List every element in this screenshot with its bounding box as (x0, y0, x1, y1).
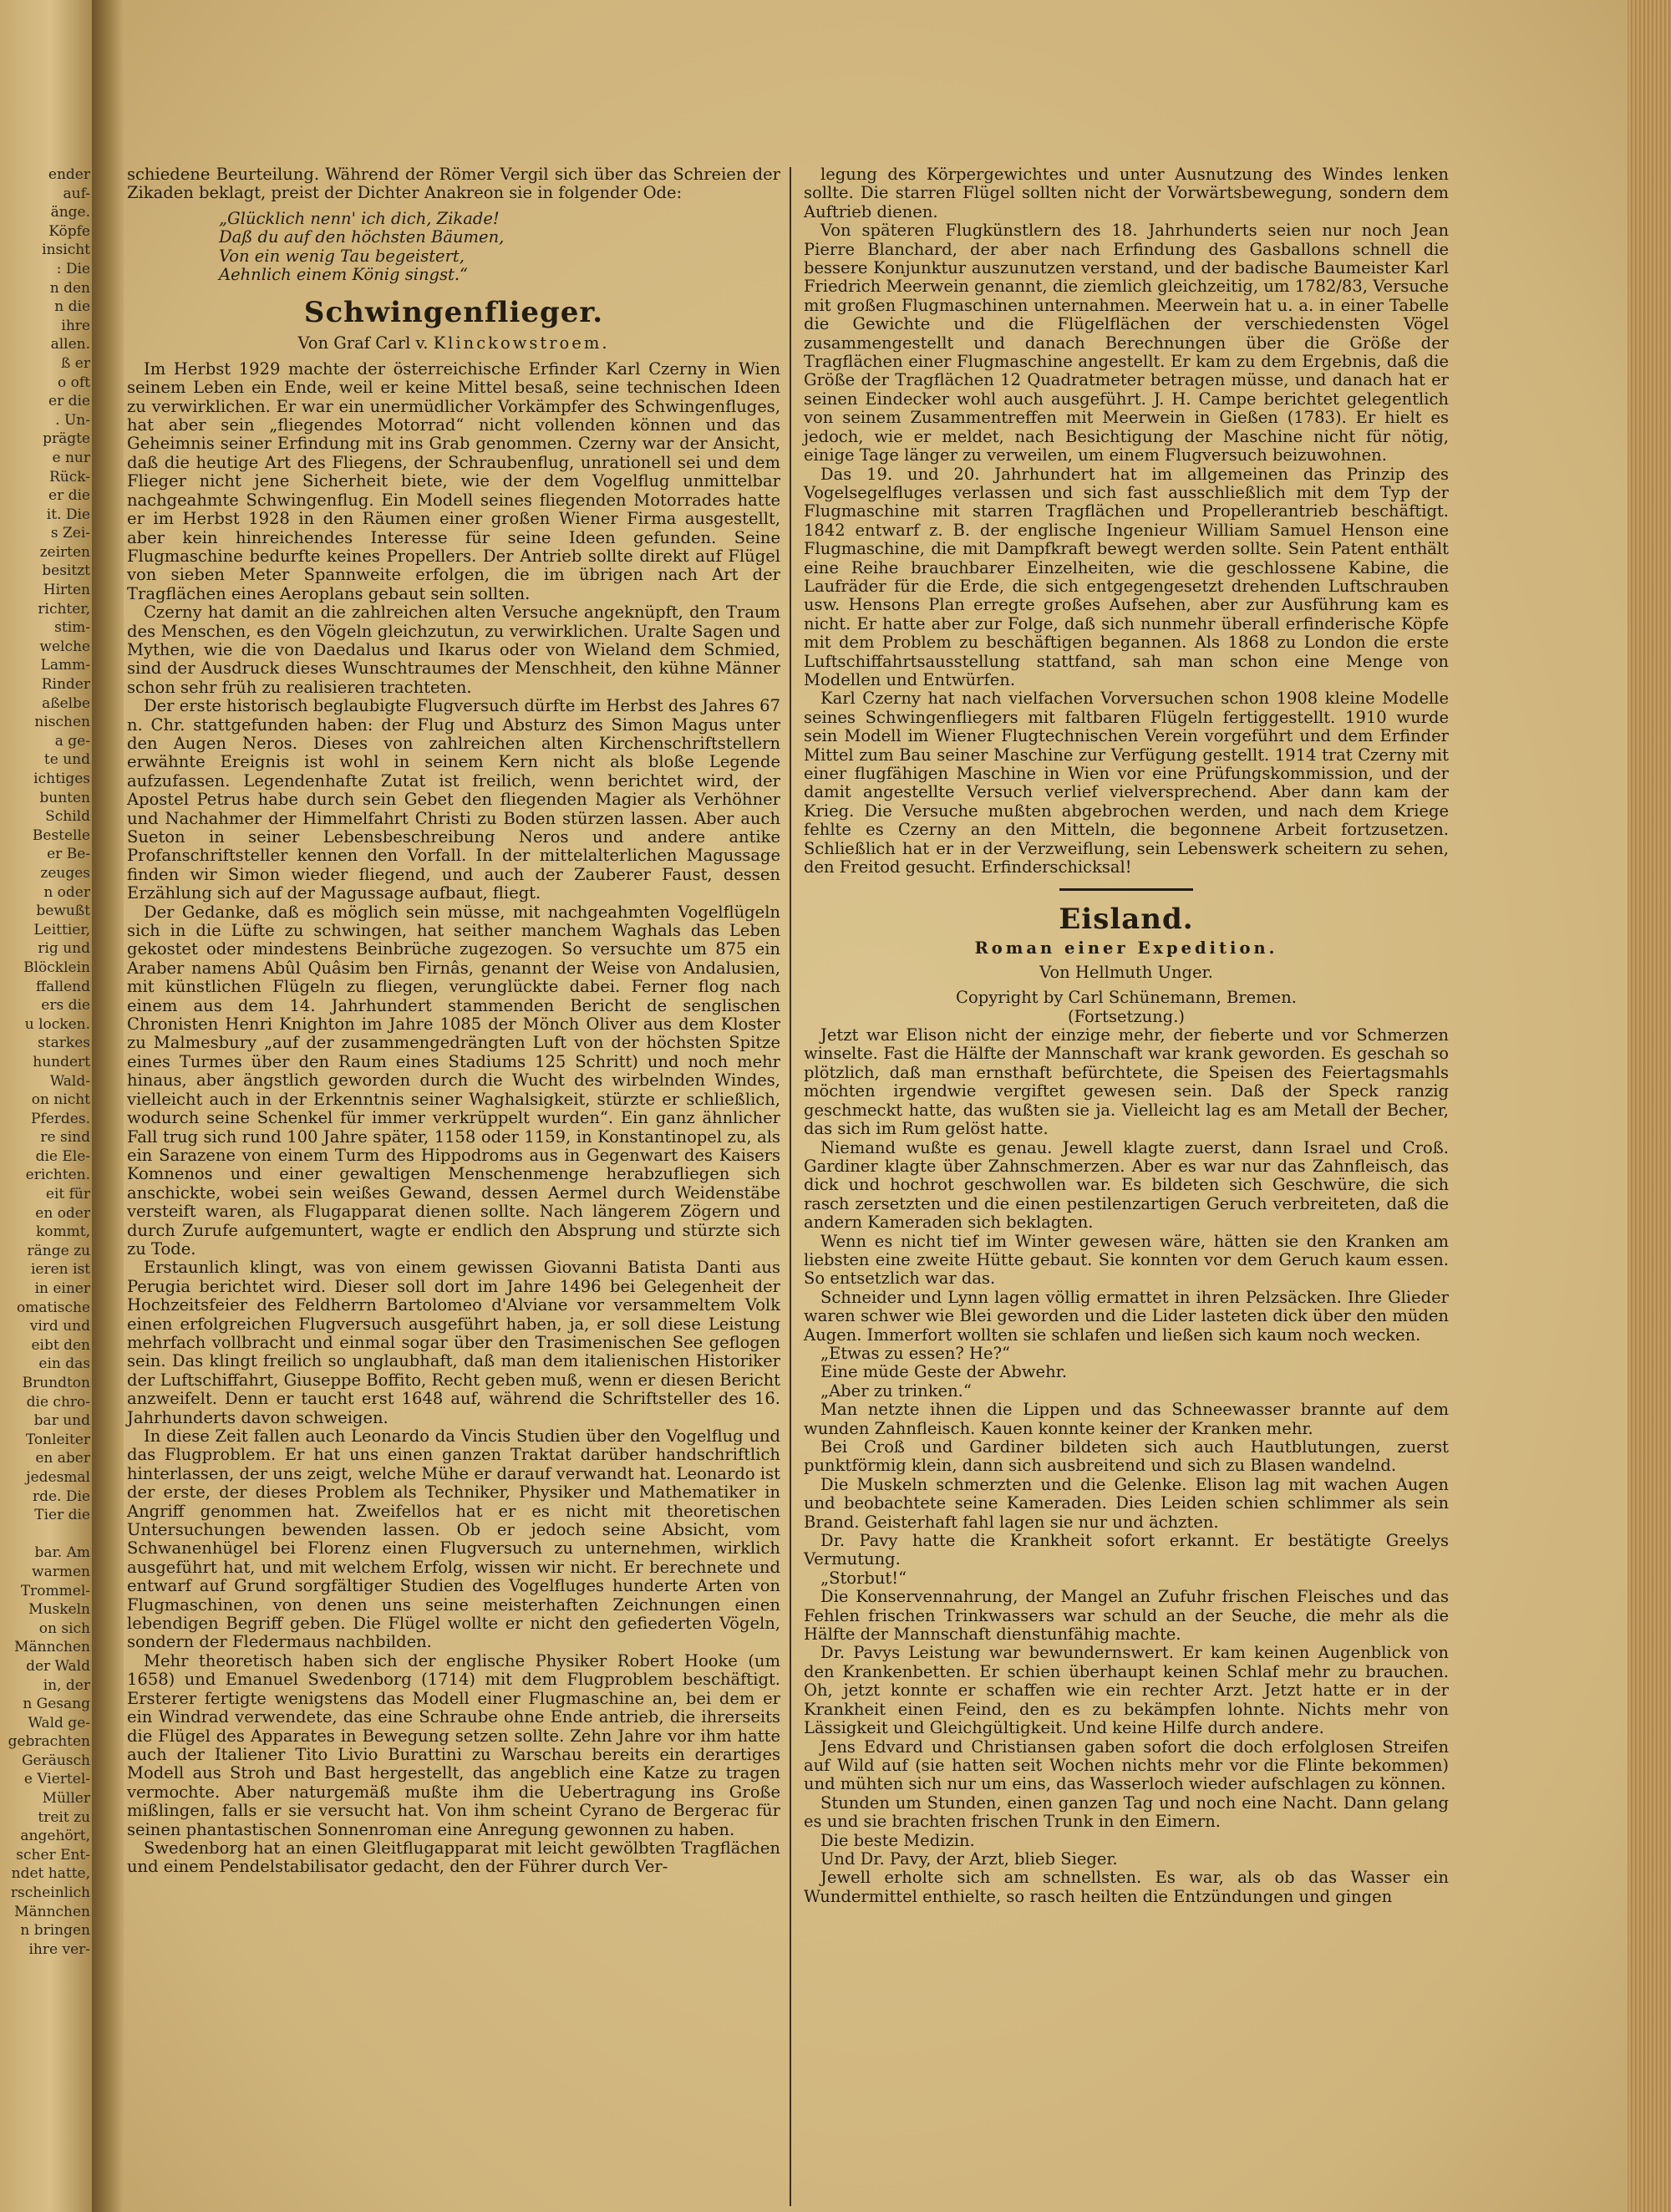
novel-paragraph: Schneider und Lynn lagen völlig ermattet in ihren Pelzsäcken. Ihre Glieder waren schwer wie Blei geworden und die Lider lasteten dick über den müden Augen. Immerfort wollten sie schlafen und ließen sich kaum noch wecken. (804, 1287, 1449, 1345)
article-continuation (804, 165, 1449, 877)
novel-paragraph: Jens Edvard und Christiansen gaben sofort die doch erfolglosen Streifen auf Wild auf (sie hatten seit Wochen nichts mehr vor die Flinte bekommen) und mühten sich nur um eins, das Wasserloch wieder aufschlagen zu können. (804, 1737, 1449, 1794)
left-page-edge (0, 0, 92, 2212)
novel-body (804, 1026, 1449, 1906)
intro-paragraph: schiedene Beurteilung. Während der Römer Vergil sich über das Schreien der Zikaden beklagt, preist der Dichter Anakreon sie in folgender Ode: (127, 165, 780, 203)
novel-paragraph: „Aber zu trinken.“ (820, 1381, 972, 1401)
novel-paragraph: Und Dr. Pavy, der Arzt, blieb Sieger. (820, 1848, 1118, 1869)
novel-paragraph: Die Muskeln schmerzten und die Gelenke. Elison lag mit wachen Augen und beobachtete seine Kameraden. Dies Leiden schien schlimmer als sein Brand. Geisterhaft fahl lagen sie nur und ächzten. (804, 1474, 1449, 1532)
novel-continuation-note: (Fortsetzung.) (1067, 1006, 1186, 1026)
column-divider (790, 167, 791, 2206)
article-paragraph: Das 19. und 20. Jahrhundert hat im allgemeinen das Prinzip des Vogelsegelfluges verlassen und sich fast ausschließlich mit dem Typ der Flugmaschine mit starren Tragflächen und Propellerantrieb beschäftigt. 1842 entwarf z. B. der englische Ingenieur William Samuel Henson eine Flugmaschine, die mit Dampfkraft bewegt werden sollte. Sein Patent enthält eine Reihe brauchbarer Einzelheiten, wie die geschlossene Kabine, die Laufräder für die Erde, die sich entgegengesetzt drehenden Luftschrauben usw. Hensons Plan erregte großes Aufsehen, aber zur Ausführung kam es nicht. Er hatte aber zur Folge, daß sich nunmehr überall erfinderische Köpfe mit dem Problem zu beschäftigen begannen. Als 1868 zu London die erste Luftschiffahrtsausstellung stattfand, sah man schon eine Menge von Modellen und Entwürfen. (804, 464, 1449, 689)
novel-paragraph: Man netzte ihnen die Lippen und das Schneewasser brannte auf dem wunden Zahnfleisch. Kauen konnte keiner der Kranken mehr. (804, 1400, 1449, 1438)
novel-byline: Von Hellmuth Unger. (1039, 962, 1213, 982)
novel-paragraph: Dr. Pavys Leistung war bewundernswert. Er kam keinen Augenblick von den Krankenbetten. Er schien überhaupt keinen Schlaf mehr zu brauchen. Oh, jetzt konnte er schaffen wie ein rechter Arzt. Jetzt hatte er in der Krankheit einen Feind, den es zu bekämpfen lohnte. Nichts mehr von Lässigkeit und Gleichgültigkeit. Und keine Hilfe durch andere. (804, 1643, 1449, 1738)
novel-headline: Eisland. (1059, 903, 1194, 937)
article-headline: Schwingenflieger. (303, 296, 604, 330)
article-paragraph: Swedenborg hat an einen Gleitflugapparat mit leicht gewölbten Tragflächen und einem Pendelstabilisator gedacht, den der Führer durch Ver- (127, 1838, 780, 1877)
left-column (127, 165, 780, 1877)
zikade-poem: „Glücklich nenn' ich dich, Zikade! Daß du auf den höchsten Bäumen, Von ein wenig Tau begeistert, Aehnlich einem König singst.“ (219, 208, 505, 285)
novel-paragraph: „Storbut!“ (820, 1568, 907, 1588)
page-stack-edge (1628, 0, 1671, 2212)
article-paragraph: Der Gedanke, daß es möglich sein müsse, mit nachgeahmten Vogelflügeln sich in die Lüfte zu schwingen, hat seither manchem Waghals das Leben gekostet oder mindestens Beinbrüche zugezogen. So versuchte um 875 ein Araber namens Abûl Quâsim ben Firnâs, genannt der Weise von Andalusien, mit künstlichen Flügeln zu fliegen, verunglückte dabei. Ferner flog nach einem aus dem 14. Jahrhundert stammenden Bericht de senglischen Chronisten Henri Knighton im Jahre 1085 der Mönch Oliver aus dem Kloster zu Malmesbury „auf der zusammengedrängten Luft von der höchsten Spitze eines Turmes über den Raum eines Stadiums 125 Schritt) und noch mehr hinaus, aber ängstlich geworden durch die Wucht des wirbelnden Windes, vielleicht auch in der Erkenntnis seiner Waghalsigkeit, stürzte er schließlich, wodurch seine Schenkel für immer verkrüppelt wurden“. Ein ganz ähnlicher Fall trug sich rund 100 Jahre später, 1158 oder 1159, in Konstantinopel zu, als ein Sarazene von einem Turm des Hippodroms aus in Gegenwart des Kaisers Komnenos und einer gewaltigen Menschenmenge herabzufliegen sich anschickte, wobei sein weißes Gewand, dessen Aermel durch Weidenstäbe versteift waren, als Flugapparat dienen sollte. Nach längerem Zögern und durch Zurufe aufgemuntert, wagte er endlich den Absprung und stürzte sich zu Tode. (127, 902, 780, 1259)
left-page-text-fragments: ender auf- änge. Köpfe insicht : Die n den n die ihre allen. ß er o oft er die . Un- prägte e nur Rück- er die it. Die s Zei- zeirten besitzt Hirten richter, stim- welche Lamm- Rinder aßelbe nischen a ge- te und ichtiges bunten Schild Bestelle er Be- zeuges n oder bewußt Leittier, rig und Blöcklein ffallend ers die u locken. starkes hundert Wald- on nicht Pferdes. re sind die Ele- erichten. eit für en oder kommt, ränge zu ieren ist in einer omatische vird und eibt den ein das Brundton die chro- bar und Tonleiter en aber jedesmal rde. Die Tier die bar. Am warmen Trommel- Muskeln on sich Männchen der Wald in, der n Gesang Wald ge- gebrachten Geräusch e Viertel- Müller treit zu angehört, scher Ent- ndet hatte, rscheinlich Männchen n bringen ihre ver- (8, 166, 90, 1958)
article-body (127, 360, 780, 1877)
novel-paragraph: Bei Croß und Gardiner bildeten sich auch Hautblutungen, zuerst punktförmig klein, dann sich ausbreitend und sich zu Blasen wandelnd. (804, 1437, 1449, 1476)
article-byline (127, 334, 780, 353)
byline-author: Klinckowstroem. (433, 333, 610, 353)
novel-paragraph: Jetzt war Elison nicht der einzige mehr, der fieberte und vor Schmerzen winselte. Fast die Hälfte der Mannschaft war krank geworden. Es geschah so plötzlich, daß man ernsthaft befürchtete, die Speisen des Feiertagsmahls möchten irgendwie vergiftet gewesen sein. Daß der Speck ranzig geschmeckt hatte, das wußten sie ja. Vielleicht lag es am Metall der Becher, das sich im Rum gelöst hatte. (804, 1025, 1449, 1139)
novel-paragraph: Niemand wußte es genau. Jewell klagte zuerst, dann Israel und Croß. Gardiner klagte über Zahnschmerzen. Aber es war nur das Zahnfleisch, das dick und hochrot geschwollen war. Es bildeten sich Geschwüre, die sich rasch zersetzten und die einen pestilenzartigen Geruch verbreiteten, daß die andern Kameraden sich beklagten. (804, 1137, 1449, 1233)
novel-paragraph: „Etwas zu essen? He?“ (820, 1343, 1011, 1363)
article-paragraph: Mehr theoretisch haben sich der englische Physiker Robert Hooke (um 1658) und Emanuel Swedenborg (1714) mit dem Flugproblem beschäftigt. Ersterer fertigte wenigstens das Modell einer Flugmaschine an, bei dem er ein Windrad verwendete, das eine Schraube ohne Ende antrieb, die ihrerseits die Flügel des Apparates in Bewegung setzen sollte. Zehn Jahre vor ihm hatte auch der Italiener Tito Livio Burattini zu Warschau bereits ein derartiges Modell aus Stroh und Bast hergestellt, das angeblich eine Katze zu tragen vermochte. Aber naturgemäß mußte ihm die Uebertragung ins Große mißlingen, falls er sie versucht hat. Von ihm scheint Cyrano de Bergerac für seinen phantastischen Sonnenroman eine Anregung gewonnen zu haben. (127, 1650, 780, 1839)
article-paragraph: Der erste historisch beglaubigte Flugversuch dürfte im Herbst des Jahres 67 n. Chr. stattgefunden haben: der Flug und Absturz des Simon Magus unter den Augen Neros. Dieses von zahlreichen alten Kirchenschriftstellern erwähnte Ereignis ist wohl in seinem Kern nicht als bloße Legende aufzufassen. Legendenhafte Zutat ist freilich, wenn berichtet wird, der Apostel Petrus habe durch sein Gebet den fliegenden Magier als Verhöhner und Nachahmer der Himmelfahrt Christi zu Boden stürzen lassen. Aber auch Sueton in seiner Lebensbeschreibung Neros und andere antike Profanschriftsteller kennen den Vorfall. In der mittelalterlichen Magussage finden wir Simon wieder fliegend, und auch der Zauberer Faust, dessen Erzählung sich auf der Magussage aufbaut, fliegt. (127, 696, 780, 903)
novel-paragraph: Jewell erholte sich am schnellsten. Es war, als ob das Wasser ein Wundermittel enthielte, so rasch heilten die Entzündungen und gingen (804, 1868, 1449, 1906)
article-paragraph: In diese Zeit fallen auch Leonardo da Vincis Studien über den Vogelflug und das Flugproblem. Er hat uns einen ganzen Traktat darüber handschriftlich hinterlassen, der uns zeigt, welche Mühe er darauf verwandt hat. Leonardo ist der erste, der dieses Problem als Techniker, Physiker und Mathematiker in Angriff genommen hat. Zweifellos hat er es nicht mit theoretischen Untersuchungen bewenden lassen. Ob er jedoch seine Absicht, vom Schwanenhügel bei Florenz einen Flugversuch zu unternehmen, wirklich ausgeführt hat, und mit welchem Erfolg, wissen wir nicht. Er berechnete und entwarf auf Grund sorgfältiger Studien des Vogelfluges hunderte Arten von Flugmaschinen, von denen uns seine meisterhaften Zeichnungen einen lebendigen Begriff geben. Die Flügel wollte er nicht den gefiederten Vögeln, sondern der Fledermaus nachbilden. (127, 1426, 780, 1652)
article-paragraph: legung des Körpergewichtes und unter Ausnutzung des Windes lenken sollte. Die starren Flügel sollten nicht der Vorwärtsbewegung, sondern dem Auftrieb dienen. (804, 165, 1449, 221)
section-divider (1059, 888, 1193, 891)
article-paragraph: Im Herbst 1929 machte der österreichische Erfinder Karl Czerny in Wien seinem Leben ein Ende, weil er keine Mittel besaß, seine technischen Ideen zu verwirklichen. Er war ein unermüdlicher Vorkämpfer des Schwingenfluges, hat aber sein „fliegendes Motorrad“ nicht vollenden können und das Geheimnis seiner Erfindung mit ins Grab genommen. Czerny war der Ansicht, daß die heutige Art des Fliegens, der Schraubenflug, unrationell sei und dem Flieger nicht jene Sicherheit biete, wie der dem Vogelflug unmittelbar nachgeahmte Schwingenflug. Ein Modell seines fliegenden Motorrades hatte er im Herbst 1928 in den Räumen einer großen Wiener Firma ausgestellt, aber kein hinreichendes Interesse für seine Ideen gefunden. Seine Flugmaschine bedurfte keines Propellers. Der Antrieb sollte direkt auf Flügel von sieben Meter Spannweite erfolgen, die im übrigen nach Art der Tragflächen eines Aeroplans gebaut sein sollten. (127, 358, 780, 603)
right-column (804, 165, 1449, 1906)
novel-paragraph: Dr. Pavy hatte die Krankheit sofort erkannt. Er bestätigte Greelys Vermutung. (804, 1531, 1449, 1569)
article-paragraph: Karl Czerny hat nach vielfachen Vorversuchen schon 1908 kleine Modelle seines Schwingenfliegers mit faltbaren Flügeln fertiggestellt. 1910 wurde sein Modell im Wiener Flugtechnischen Verein vorgeführt und dem Erfinder Mittel zum Bau seiner Maschine zur Verfügung gestellt. 1914 trat Czerny mit einer flugfähigen Maschine in Wien vor eine Prüfungskommission, und der damit angestellte Versuch verlief vielversprechend. Aber dann kam der Krieg. Die Versuche mußten abgebrochen werden, und nach dem Kriege fehlte es Czerny an den Mitteln, die begonnene Arbeit fortzusetzen. Schließlich hat er in der Verzweiflung, sein Lebenswerk scheitern zu sehen, den Freitod gesucht. Erfinderschicksal! (804, 689, 1449, 877)
novel-paragraph: Wenn es nicht tief im Winter gewesen wäre, hätten sie den Kranken am liebsten eine zweite Hütte gebaut. Sie konnten vor dem Geruch kaum essen. So entsetzlich war das. (804, 1231, 1449, 1289)
article-paragraph: Von späteren Flugkünstlern des 18. Jahrhunderts seien nur noch Jean Pierre Blanchard, der aber nach Erfindung des Gasballons schnell die bessere Konjunktur auszunutzen verstand, und der badische Baumeister Karl Friedrich Meerwein genannt, die ziemlich gleichzeitig, um 1782/83, Versuche mit großen Flugmaschinen unternahmen. Meerwein hat u. a. in einer Tabelle die Gewichte und die Flügelflächen der verschiedensten Vögel zusammengestellt und danach Berechnungen über die Größe der Tragflächen einer Flugmaschine angestellt. Er kam zu dem Ergebnis, daß die Größe der Tragflächen 12 Quadratmeter betragen müsse, und danach hat er seinen Eindecker wohl auch ausgeführt. J. H. Campe berichtet gelegentlich von seinem Zusammentreffen mit Meerwein in Gießen (1783). Er hielt es jedoch, wie er meldet, nach Besichtigung der Maschine nicht für nötig, einige Tage länger zu verweilen, um einem Flugversuch beizuwohnen. (804, 221, 1449, 465)
novel-subheadline: Roman einer Expedition. (974, 938, 1278, 959)
novel-paragraph: Die Konservennahrung, der Mangel an Zufuhr frischen Fleisches und das Fehlen frischen Trinkwassers war schuld an der Seuche, die mehr als die Hälfte der Mannschaft dienstunfähig machte. (804, 1587, 1449, 1645)
novel-copyright: Copyright by Carl Schünemann, Bremen. (956, 988, 1297, 1008)
byline-prefix: Von Graf Carl v. (297, 333, 429, 353)
article-paragraph: Erstaunlich klingt, was von einem gewissen Giovanni Batista Danti aus Perugia berichtet wird. Dieser soll dort im Jahre 1496 bei Gelegenheit der Hochzeitsfeier des Feldherrn Bartolomeo d'Alviane vor versammeltem Volk einen erfolgreichen Flugversuch ausgeführt haben, ja, er soll diese Leistung mehrfach vollbracht und einmal sogar über den Trasimenischen See geflogen sein. Das klingt freilich so unglaubhaft, daß man dem italienischen Historiker der Luftschiffahrt, Giuseppe Boffito, Recht geben muß, wenn er diesen Bericht anzweifelt. Denn er taucht erst 1648 auf, während die Schriftsteller des 16. Jahrhunderts davon schweigen. (127, 1258, 780, 1427)
novel-paragraph: Stunden um Stunden, einen ganzen Tag und noch eine Nacht. Dann gelang es und sie brachten frischen Trunk in den Eimern. (804, 1792, 1449, 1832)
novel-paragraph: Eine müde Geste der Abwehr. (820, 1362, 1068, 1382)
book-gutter (92, 0, 124, 2212)
article-paragraph: Czerny hat damit an die zahlreichen alten Versuche angeknüpft, den Traum des Menschen, es den Vögeln gleichzutun, zu verwirklichen. Uralte Sagen und Mythen, wie die von Daedalus und Ikarus oder von Wieland dem Schmied, sind der Ausdruck dieses Wunschtraumes der Menschheit, den kühne Männer schon sehr früh zu realisieren trachteten. (127, 603, 780, 697)
novel-paragraph: Die beste Medizin. (820, 1830, 975, 1850)
